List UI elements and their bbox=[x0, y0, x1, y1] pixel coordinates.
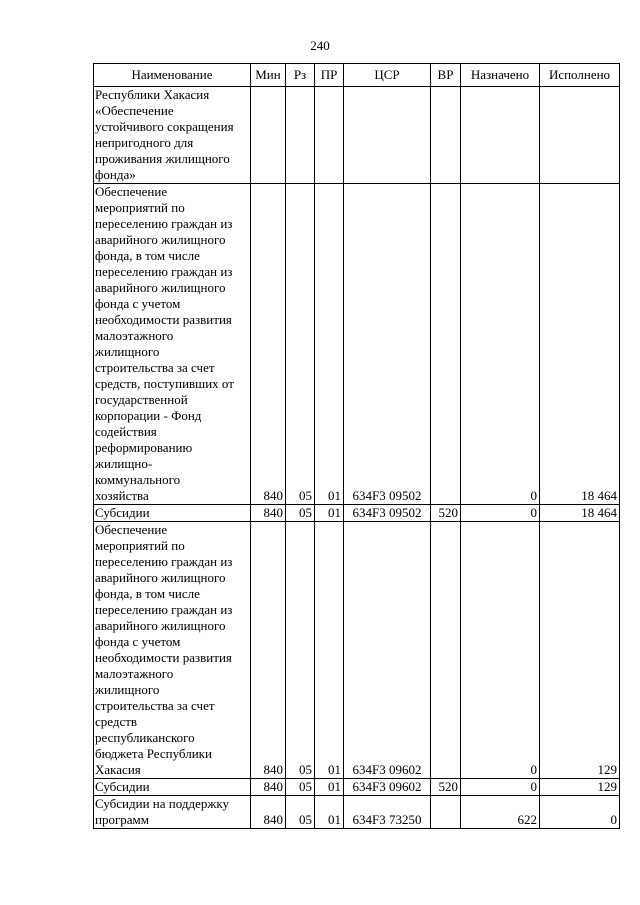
cell-executed: 18 464 bbox=[540, 184, 620, 505]
cell-rz: 05 bbox=[286, 522, 315, 779]
header-assigned: Назначено bbox=[461, 64, 540, 87]
table-row bbox=[94, 779, 620, 796]
cell-rz bbox=[286, 87, 315, 184]
cell-vr: 520 bbox=[431, 505, 461, 522]
cell-name: Субсидии bbox=[94, 779, 251, 796]
cell-csr: 634F3 09602 bbox=[344, 522, 431, 779]
table-row bbox=[94, 522, 620, 779]
cell-assigned: 0 bbox=[461, 779, 540, 796]
header-vr: ВР bbox=[431, 64, 461, 87]
cell-pr bbox=[315, 87, 344, 184]
cell-vr bbox=[431, 522, 461, 779]
cell-vr bbox=[431, 184, 461, 505]
cell-pr: 01 bbox=[315, 779, 344, 796]
cell-csr: 634F3 73250 bbox=[344, 796, 431, 829]
cell-assigned: 0 bbox=[461, 522, 540, 779]
cell-name: Республики Хакасия «Обеспечение устойчивого сокращения непригодного для проживания жилищного фонда» bbox=[94, 87, 251, 184]
cell-executed bbox=[540, 87, 620, 184]
cell-assigned: 0 bbox=[461, 184, 540, 505]
page-number: 240 bbox=[310, 38, 330, 53]
cell-pr: 01 bbox=[315, 505, 344, 522]
header-pr: ПР bbox=[315, 64, 344, 87]
cell-assigned bbox=[461, 87, 540, 184]
table-row bbox=[94, 505, 620, 522]
cell-min bbox=[251, 87, 286, 184]
header-csr: ЦСР bbox=[344, 64, 431, 87]
cell-min: 840 bbox=[251, 796, 286, 829]
header-name: Наименование bbox=[94, 64, 251, 87]
cell-assigned: 0 bbox=[461, 505, 540, 522]
cell-rz: 05 bbox=[286, 505, 315, 522]
header-rz: Рз bbox=[286, 64, 315, 87]
cell-executed: 129 bbox=[540, 522, 620, 779]
cell-csr bbox=[344, 87, 431, 184]
header-executed: Исполнено bbox=[540, 64, 620, 87]
cell-executed: 18 464 bbox=[540, 505, 620, 522]
cell-csr: 634F3 09602 bbox=[344, 779, 431, 796]
cell-min: 840 bbox=[251, 779, 286, 796]
table-row bbox=[94, 184, 620, 505]
cell-vr bbox=[431, 796, 461, 829]
cell-name: Субсидии bbox=[94, 505, 251, 522]
cell-rz: 05 bbox=[286, 184, 315, 505]
cell-pr: 01 bbox=[315, 522, 344, 779]
cell-vr: 520 bbox=[431, 779, 461, 796]
table-row bbox=[94, 87, 620, 184]
table-row bbox=[94, 796, 620, 829]
cell-executed: 129 bbox=[540, 779, 620, 796]
cell-pr: 01 bbox=[315, 796, 344, 829]
cell-min: 840 bbox=[251, 522, 286, 779]
table-header-row bbox=[94, 64, 620, 87]
cell-pr: 01 bbox=[315, 184, 344, 505]
cell-min: 840 bbox=[251, 184, 286, 505]
cell-name: Обеспечение мероприятий по переселению граждан из аварийного жилищного фонда, в том числе переселению граждан из аварийного жилищного фонда с учетом необходимости развития малоэтажного жилищного строительства за счет средств республиканского бюджета Республики Хакасия bbox=[94, 522, 251, 779]
cell-min: 840 bbox=[251, 505, 286, 522]
cell-name: Обеспечение мероприятий по переселению граждан из аварийного жилищного фонда, в том числе переселению граждан из аварийного жилищного фонда с учетом необходимости развития малоэтажного жилищного строительства за счет средств, поступивших от государственной корпорации - Фонд содействия реформированию жилищно- коммунального хозяйства bbox=[94, 184, 251, 505]
cell-vr bbox=[431, 87, 461, 184]
cell-rz: 05 bbox=[286, 779, 315, 796]
budget-table bbox=[93, 63, 620, 829]
cell-name: Субсидии на поддержку программ bbox=[94, 796, 251, 829]
header-min: Мин bbox=[251, 64, 286, 87]
cell-csr: 634F3 09502 bbox=[344, 505, 431, 522]
cell-csr: 634F3 09502 bbox=[344, 184, 431, 505]
cell-assigned: 622 bbox=[461, 796, 540, 829]
cell-rz: 05 bbox=[286, 796, 315, 829]
cell-executed: 0 bbox=[540, 796, 620, 829]
